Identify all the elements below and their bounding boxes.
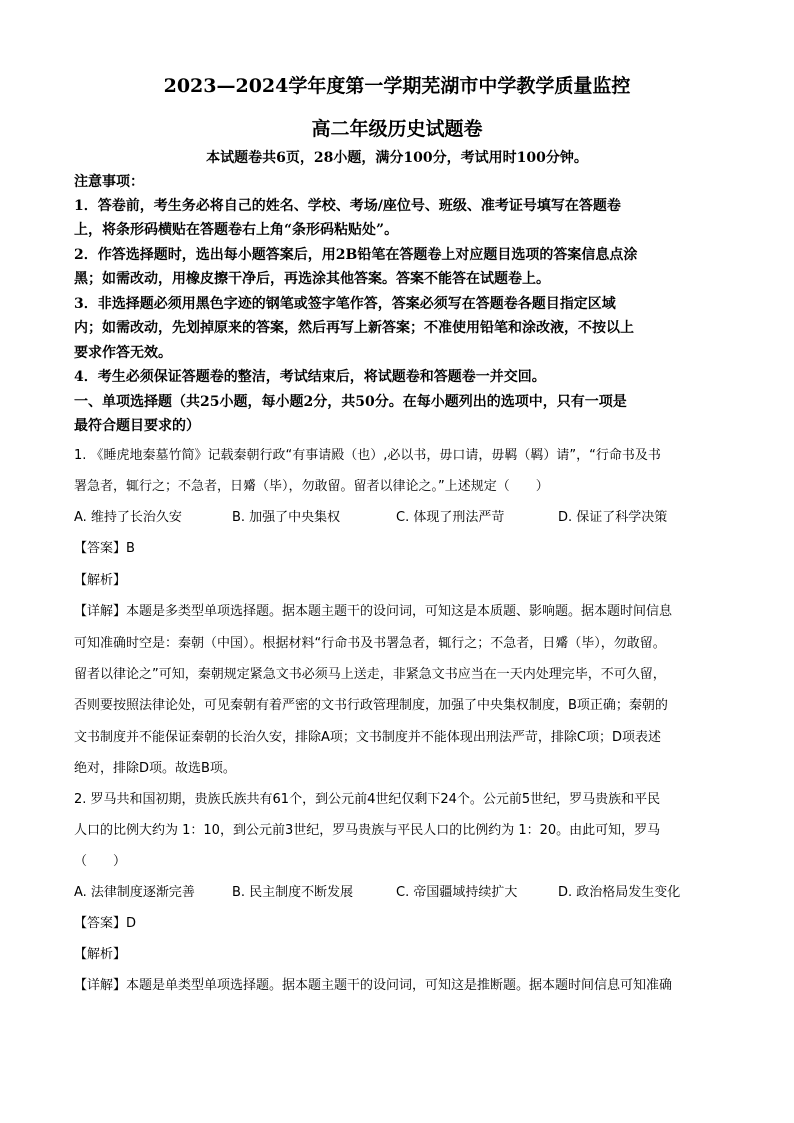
question-2-stem: 人口的比例大约为 1：10，到公元前3世纪，罗马贵族与平民人口的比例约为 1：20。由此可知，罗马 — [74, 823, 661, 838]
question-1-stem: 1. 《睡虎地秦墓竹简》记载秦朝行政“有事请殿（也）,必以书，毋口请，毋羁（羁）请”，“行命书及书 — [74, 448, 661, 463]
question-1-stem: 署急者，辄行之；不急者，日觱（毕），勿敢留。留者以律论之。”上述规定（ ） — [74, 479, 549, 494]
option-c: C. 帝国疆域持续扩大 — [396, 885, 518, 900]
notice-line: 黑；如需改动，用橡皮擦干净后，再选涂其他答案。答案不能答在试题卷上。 — [74, 271, 550, 287]
notice-line: 2．作答选择题时，选出每小题答案后，用2B铅笔在答题卷上对应题目选项的答案信息点涂 — [74, 247, 638, 263]
section-heading: 一、单项选择题（共25小题，每小题2分，共50分。在每小题列出的选项中，只有一项是 — [74, 394, 627, 410]
option-d: D. 政治格局发生变化 — [558, 885, 681, 900]
notice-line: 上，将条形码横贴在答题卷右上角“条形码粘贴处”。 — [74, 222, 399, 238]
option-a: A. 法律制度逐渐完善 — [74, 885, 195, 900]
detail-line: 否则要按照法律论处，可见秦朝有着严密的文书行政管理制度，加强了中央集权制度，B项正确；秦朝的 — [74, 698, 668, 713]
option-d: D. 保证了科学决策 — [558, 510, 668, 525]
detail-line: 绝对，排除D项。故选B项。 — [74, 761, 236, 776]
detail-line: 【详解】本题是多类型单项选择题。据本题主题干的设问词，可知这是本质题、影响题。据本题时间信息 — [74, 604, 673, 619]
exam-info: 本试题卷共6页，28小题，满分100分，考试用时100分钟。 — [206, 150, 588, 166]
option-a: A. 维持了长治久安 — [74, 510, 182, 525]
detail-line: 可知准确时空是：秦朝（中国）。根据材料“行命书及书署急者，辄行之；不急者，日觱（毕），勿敢留。 — [74, 636, 666, 651]
detail-line: 文书制度并不能保证秦朝的长治久安，排除A项；文书制度并不能体现出刑法严苛，排除C项；D项表述 — [74, 730, 661, 745]
notice-line: 3．非选择题必须用黑色字迹的钢笔或签字笔作答，答案必须写在答题卷各题目指定区域 — [74, 296, 616, 312]
notice-line: 1．答卷前，考生务必将自己的姓名、学校、考场/座位号、班级、准考证号填写在答题卷 — [74, 198, 621, 214]
answer-value: D — [126, 916, 137, 931]
notice-line: 内；如需改动，先划掉原来的答案，然后再写上新答案；不准使用铅笔和涂改液，不按以上 — [74, 320, 634, 336]
exam-subject-title: 高二年级历史试题卷 — [311, 118, 483, 140]
section-heading: 最符合题目要求的） — [74, 418, 200, 434]
notice-line: 4．考生必须保证答题卷的整洁，考试结束后，将试题卷和答题卷一并交回。 — [74, 369, 546, 385]
option-b: B. 民主制度不断发展 — [232, 885, 354, 900]
analysis-1-tag: 【解析】 — [74, 573, 127, 588]
analysis-2-tag: 【解析】 — [74, 947, 127, 962]
question-2-stem: 2. 罗马共和国初期，贵族氏族共有61个，到公元前4世纪仅剩下24个。公元前5世纪，罗马贵族和平民 — [74, 792, 661, 807]
option-c: C. 体现了刑法严苛 — [396, 510, 505, 525]
answer-tag: 【答案】 — [74, 916, 127, 931]
question-2-stem: （ ） — [74, 854, 127, 869]
exam-title: 2023—2024学年度第一学期芜湖市中学教学质量监控 — [163, 75, 631, 97]
notice-line: 要求作答无效。 — [74, 345, 172, 361]
answer-1 — [74, 540, 135, 558]
option-b: B. 加强了中央集权 — [232, 510, 341, 525]
detail-line: 留者以律论之”可知，秦朝规定紧急文书必须马上送走，非紧急文书应当在一天内处理完毕，不可久留， — [74, 667, 666, 682]
detail-line: 【详解】本题是单类型单项选择题。据本题主题干的设问词，可知这是推断题。据本题时间信息可知准确 — [74, 978, 673, 993]
notice-heading: 注意事项： — [74, 174, 144, 190]
answer-value: B — [126, 541, 135, 556]
answer-tag: 【答案】 — [74, 541, 127, 556]
answer-2 — [74, 915, 136, 933]
